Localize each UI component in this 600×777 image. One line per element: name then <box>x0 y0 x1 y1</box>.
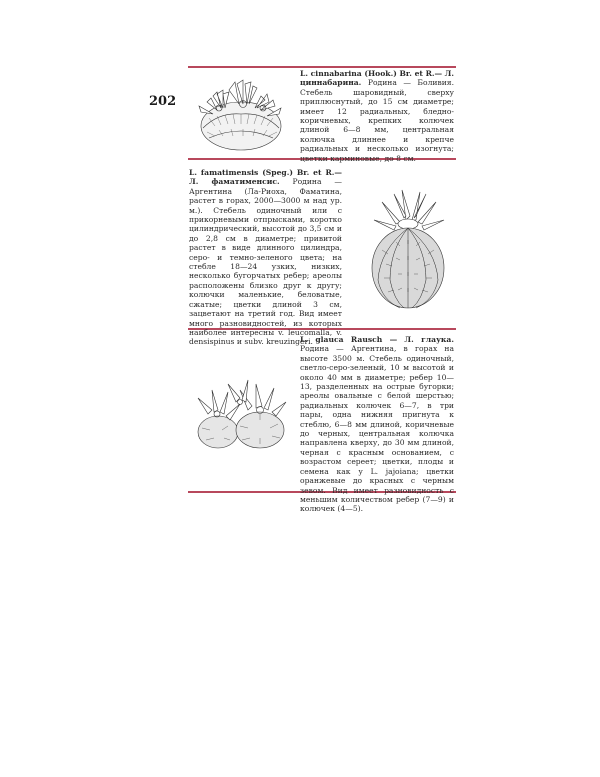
plant-illustration-2 <box>360 180 454 320</box>
flowering-cactus-group-illustration <box>188 360 292 460</box>
page-number: 202 <box>149 94 177 109</box>
entry-1-latin-name: L. cinnabarina (Hook.) Br. et R.— <box>300 69 443 78</box>
entry-1-text <box>300 69 454 163</box>
entry-1-russian-name: Л. циннабарина. <box>300 69 454 88</box>
entry-3-description: Родина — Аргентина, в горах на высоте 3500 м. Стебель одиночный, светло-серо-зеленый, 10 м высотой и около 40 мм в диаметре; ребер 10—13, разделенных на острые бугорки; ареолы овальные с белой шерстью; радиальных колючек 6—7, в три пары, одна нижняя пригнута к стеблю, 6—8 мм длиной, коричневые до черных, центральная колючка направлена кверху, до 30 мм длиной, черная с красным основанием, с возрастом сереет; цветки, плоды и семена как у L. jajoiana; цветки оранжевые до красных с черным зевом. Вид имеет разновидность с меньшим количеством ребер (7—9) и колючек (4—5). <box>300 344 454 514</box>
plant-illustration-3 <box>188 360 292 460</box>
entry-3-text <box>300 335 454 514</box>
entry-2-latin-name: L. famatimensis (Speg.) Br. et R.— <box>189 168 342 177</box>
entry-2-description: Родина — Аргентина (Ла-Риоха, Фаматина, растет в горах, 2000—3000 м над ур. м.). Стебель одиночный или с прикорневыми отпрысками, коротко цилиндрический, высотой до 3,5 см и до 2,8 см в диаметре; привитой растет в виде длинного цилиндра, серо- и темно-зеленого цвета; на стебле 18—24 узких, низких, несколько бугорчатых ребер; ареолы расположены близко друг к другу; колючки маленькие, беловатые, сжатые; цветки длиной 3 см, зацветают на третий год. Вид имеет много разновидностей, из которых наиболее интересны v. leucomalla, v. densispinus и subv. kreuzingeri. <box>189 177 342 347</box>
flowering-cactus-cluster-illustration <box>189 68 293 156</box>
entry-3-latin-name: L. glauca Rausch — <box>300 335 398 344</box>
plant-illustration-1 <box>189 68 293 156</box>
entry-3-russian-name: Л. глаука. <box>404 335 454 344</box>
entry-2-text <box>189 168 342 347</box>
entry-1-description: Родина — Боливия. Стебель шаровидный, сверху приплюснутый, до 15 см диаметре; имеет 12 радиальных, бледно-коричневых, крепких колючек длиной 6—8 мм, центральная колючка длиннее и крепче радиальных и несколько изогнута; цветки карминовые, до 8 см. <box>300 78 454 163</box>
entry-2-russian-name: Л. фаматименсис. <box>189 177 280 187</box>
ribbed-globular-cactus-illustration <box>360 180 454 320</box>
